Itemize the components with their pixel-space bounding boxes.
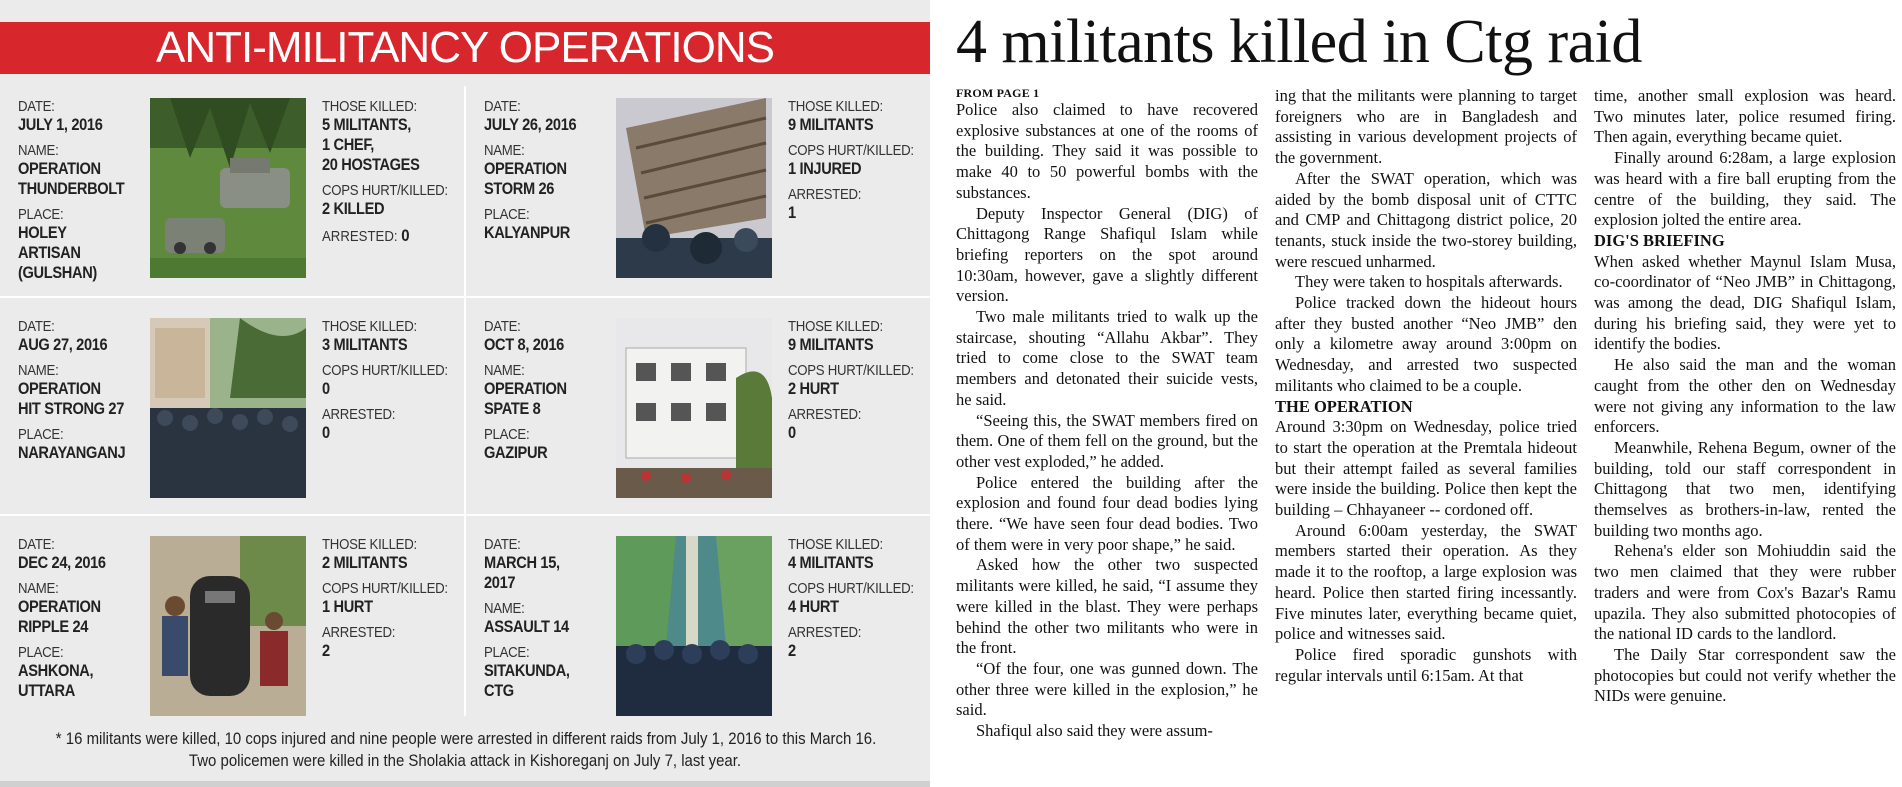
operation-place: KALYANPUR bbox=[484, 223, 571, 242]
article-paragraph: ing that the militants were planning to target foreigners who are in Bangladesh and assisting in various development projects of the government. bbox=[1275, 86, 1577, 168]
date-label: DATE: bbox=[18, 318, 55, 335]
operation-name: OPERATION HIT STRONG 27 bbox=[18, 379, 125, 418]
article-paragraph: Police entered the building after the explosion and found four dead bodies lying there. “We have seen four dead bodies. Two of them were in very poor shape,” he said. bbox=[956, 472, 1258, 554]
article-paragraph: Police fired sporadic gunshots with regular intervals until 6:15am. At that bbox=[1275, 644, 1577, 685]
cops-label: COPS HURT/KILLED: bbox=[788, 362, 914, 379]
article-paragraph: Two male militants tried to walk up the staircase, shouting “Allahu Akbar”. They tried to come close to the SWAT team members and detonated their suicide vests, he said. bbox=[956, 307, 1258, 409]
arrested-label: ARRESTED: bbox=[322, 406, 396, 423]
arrested-value: 1 bbox=[788, 203, 796, 222]
section-heading-dig-briefing: DIG'S BRIEFING bbox=[1594, 230, 1725, 250]
operation-details bbox=[18, 98, 146, 290]
operation-card bbox=[0, 318, 458, 508]
killed-value: 4 MILITANTS bbox=[788, 553, 874, 572]
operation-place: NARAYANGANJ bbox=[18, 443, 126, 462]
row-divider bbox=[0, 296, 930, 298]
article-paragraph: Asked how the other two suspected militants were killed, he said, “I assume they were killed in the blast. They were perhaps behind the other two militants who were in the front. bbox=[956, 555, 1258, 658]
article-paragraph: Around 6:00am yesterday, the SWAT members started their operation. As they made it to the rooftop, a large explosion was heard. Police then started firing incessantly. Five minutes later, everything became quiet, police and witnesses said. bbox=[1275, 520, 1577, 644]
name-label: NAME: bbox=[484, 362, 525, 379]
date-label: DATE: bbox=[18, 98, 55, 115]
operation-name: OPERATION STORM 26 bbox=[484, 159, 567, 198]
cops-label: COPS HURT/KILLED: bbox=[322, 362, 448, 379]
place-label: PLACE: bbox=[484, 644, 530, 661]
cops-label: COPS HURT/KILLED: bbox=[322, 182, 448, 199]
place-label: PLACE: bbox=[18, 206, 64, 223]
article-paragraph: When asked whether Maynul Islam Musa, co-coordinator of “Neo JMB” in Chittagong, was among the dead, DIG Shafiqul Islam, during his briefing said, they were yet to identify the bodies. bbox=[1594, 251, 1896, 354]
cops-label: COPS HURT/KILLED: bbox=[322, 580, 448, 597]
cops-label: COPS HURT/KILLED: bbox=[788, 580, 914, 597]
operation-casualties bbox=[322, 536, 462, 668]
operation-name: ASSAULT 14 bbox=[484, 617, 569, 636]
arrested-value: 2 bbox=[322, 641, 330, 660]
cops-value: 2 HURT bbox=[788, 379, 839, 398]
operation-photo bbox=[150, 536, 306, 716]
operation-photo bbox=[616, 98, 772, 278]
operation-details bbox=[484, 318, 612, 470]
operation-date: AUG 27, 2016 bbox=[18, 335, 108, 354]
operation-date: JULY 1, 2016 bbox=[18, 115, 103, 134]
article-paragraph: Shafiqul also said they were assum- bbox=[976, 721, 1213, 741]
place-label: PLACE: bbox=[18, 426, 64, 443]
operation-casualties bbox=[788, 536, 928, 668]
article-kicker: FROM PAGE 1 bbox=[956, 86, 1040, 100]
date-label: DATE: bbox=[18, 536, 55, 553]
operation-casualties bbox=[322, 318, 462, 450]
operation-name: OPERATION RIPPLE 24 bbox=[18, 597, 101, 636]
killed-label: THOSE KILLED: bbox=[788, 98, 883, 115]
killed-value: 9 MILITANTS bbox=[788, 335, 874, 354]
arrested-value: 0 bbox=[322, 423, 330, 442]
article-paragraph: He also said the man and the woman caught from the other den on Wednesday were not giving any information to the law enforcers. bbox=[1594, 355, 1896, 437]
article-column-3 bbox=[1594, 86, 1896, 786]
date-label: DATE: bbox=[484, 318, 521, 335]
operation-place: HOLEY ARTISAN (GULSHAN) bbox=[18, 223, 97, 282]
operation-date: JULY 26, 2016 bbox=[484, 115, 577, 134]
article-column-2 bbox=[1275, 86, 1577, 786]
article-paragraph: Meanwhile, Rehena Begum, owner of the building, told our staff correspondent in Chittagong that two men, identifying themselves as brothers-in-law, rented the building two months ago. bbox=[1594, 437, 1896, 540]
operation-details bbox=[18, 536, 146, 708]
operation-card bbox=[466, 98, 924, 288]
operation-card bbox=[0, 536, 458, 726]
operation-card bbox=[0, 98, 458, 288]
killed-label: THOSE KILLED: bbox=[322, 98, 417, 115]
article-paragraph: Around 3:30pm on Wednesday, police tried to start the operation at the Premtala hideout but their attempt failed as several families were inside the building. Police then kept the building – Chhayaneer -- cordoned off. bbox=[1275, 417, 1577, 520]
arrested-value: 0 bbox=[401, 226, 410, 245]
cops-value: 0 bbox=[322, 379, 330, 398]
arrested-label: ARRESTED: bbox=[322, 624, 396, 641]
operation-details bbox=[18, 318, 146, 470]
article-paragraph: “Of the four, one was gunned down. The other three were killed in the explosion,” he said. bbox=[956, 658, 1258, 720]
place-label: PLACE: bbox=[484, 426, 530, 443]
cops-value: 4 HURT bbox=[788, 597, 839, 616]
operation-date: MARCH 15, 2017 bbox=[484, 553, 560, 592]
name-label: NAME: bbox=[18, 362, 59, 379]
infographic-panel bbox=[0, 0, 930, 787]
article-paragraph: They were taken to hospitals afterwards. bbox=[1295, 272, 1563, 292]
operation-casualties bbox=[788, 98, 928, 230]
operation-date: OCT 8, 2016 bbox=[484, 335, 564, 354]
arrested-label: ARRESTED: bbox=[788, 624, 862, 641]
operation-place: SITAKUNDA, CTG bbox=[484, 661, 570, 700]
arrested-value: 2 bbox=[788, 641, 796, 660]
article-paragraph: “Seeing this, the SWAT members fired on them. One of them fell on the ground, but the other vest exploded,” he added. bbox=[956, 410, 1258, 471]
cops-label: COPS HURT/KILLED: bbox=[788, 142, 914, 159]
article-paragraph: After the SWAT operation, which was aided by the bomb disposal unit of CTTC and CMP and Chittagong district police, 20 tenants, stuck inside the two-storey building, were rescued unharmed. bbox=[1275, 168, 1577, 271]
article-paragraph: Rehena's elder son Mohiuddin said the two men claimed that they were rubber traders and were from Cox's Bazar's Ramu upazila. They also submitted photocopies of the national ID cards to the landlord. bbox=[1594, 541, 1896, 644]
operation-photo bbox=[150, 318, 306, 498]
footnote-line: * 16 militants were killed, 10 cops injured and nine people were arrested in different raids from July 1, 2016 to this March 16. bbox=[55, 729, 877, 748]
footnote-line: Two policemen were killed in the Sholakia attack in Kishoreganj on July 7, last year. bbox=[188, 751, 742, 770]
cops-value: 1 HURT bbox=[322, 597, 373, 616]
operation-photo bbox=[616, 536, 772, 716]
arrested-label: ARRESTED: bbox=[322, 228, 398, 245]
infographic-bottom-rule bbox=[0, 781, 930, 787]
operation-date: DEC 24, 2016 bbox=[18, 553, 106, 572]
article-paragraph: Police tracked down the hideout hours after they busted another “Neo JMB” den only a kilometre away around 3:00pm on Wednesday, and arrested two suspected militants who claimed to be a couple. bbox=[1275, 293, 1577, 395]
operation-place: GAZIPUR bbox=[484, 443, 548, 462]
killed-value: 5 MILITANTS, 1 CHEF, 20 HOSTAGES bbox=[322, 115, 420, 174]
place-label: PLACE: bbox=[18, 644, 64, 661]
cops-value: 1 INJURED bbox=[788, 159, 862, 178]
arrested-row bbox=[322, 226, 445, 247]
article-headline: 4 militants killed in Ctg raid bbox=[956, 8, 1642, 76]
cops-value: 2 KILLED bbox=[322, 199, 385, 218]
operation-card bbox=[466, 318, 924, 508]
killed-label: THOSE KILLED: bbox=[322, 318, 417, 335]
date-label: DATE: bbox=[484, 98, 521, 115]
article-column-1 bbox=[956, 86, 1258, 786]
operation-name: OPERATION SPATE 8 bbox=[484, 379, 567, 418]
infographic-footnote bbox=[0, 728, 930, 772]
operation-casualties bbox=[322, 98, 462, 247]
article-paragraph: The Daily Star correspondent saw the photocopies but could not verify whether the NIDs were genuine. bbox=[1594, 644, 1896, 706]
operation-photo bbox=[616, 318, 772, 498]
name-label: NAME: bbox=[484, 600, 525, 617]
arrested-value: 0 bbox=[788, 423, 796, 442]
killed-value: 3 MILITANTS bbox=[322, 335, 408, 354]
operation-casualties bbox=[788, 318, 928, 450]
name-label: NAME: bbox=[484, 142, 525, 159]
name-label: NAME: bbox=[18, 142, 59, 159]
arrested-label: ARRESTED: bbox=[788, 406, 862, 423]
killed-label: THOSE KILLED: bbox=[788, 536, 883, 553]
operation-photo bbox=[150, 98, 306, 278]
infographic-banner: ANTI-MILITANCY OPERATIONS bbox=[0, 22, 930, 74]
date-label: DATE: bbox=[484, 536, 521, 553]
article-paragraph: time, another small explosion was heard. Two minutes later, police resumed firing. Then again, everything became quiet. bbox=[1594, 86, 1896, 147]
operation-card bbox=[466, 536, 924, 726]
killed-value: 9 MILITANTS bbox=[788, 115, 874, 134]
name-label: NAME: bbox=[18, 580, 59, 597]
article-paragraph: Finally around 6:28am, a large explosion was heard with a fire ball erupting from the centre of the building, they said. The explosion jolted the entire area. bbox=[1594, 148, 1896, 230]
killed-label: THOSE KILLED: bbox=[788, 318, 883, 335]
killed-label: THOSE KILLED: bbox=[322, 536, 417, 553]
operation-details bbox=[484, 536, 612, 708]
operation-name: OPERATION THUNDERBOLT bbox=[18, 159, 125, 198]
arrested-label: ARRESTED: bbox=[788, 186, 862, 203]
article-paragraph: Police also claimed to have recovered explosive substances at one of the rooms of the building. They said it was possible to make 40 to 50 powerful bombs with the substances. bbox=[956, 100, 1258, 202]
row-divider bbox=[0, 514, 930, 516]
operation-details bbox=[484, 98, 612, 250]
killed-value: 2 MILITANTS bbox=[322, 553, 408, 572]
article-paragraph: Deputy Inspector General (DIG) of Chittagong Range Shafiqul Islam while briefing reporters on the spot around 10:30am, however, gave a slightly different version. bbox=[956, 203, 1258, 306]
place-label: PLACE: bbox=[484, 206, 530, 223]
section-heading-operation: THE OPERATION bbox=[1275, 396, 1413, 416]
operation-place: ASHKONA, UTTARA bbox=[18, 661, 94, 700]
